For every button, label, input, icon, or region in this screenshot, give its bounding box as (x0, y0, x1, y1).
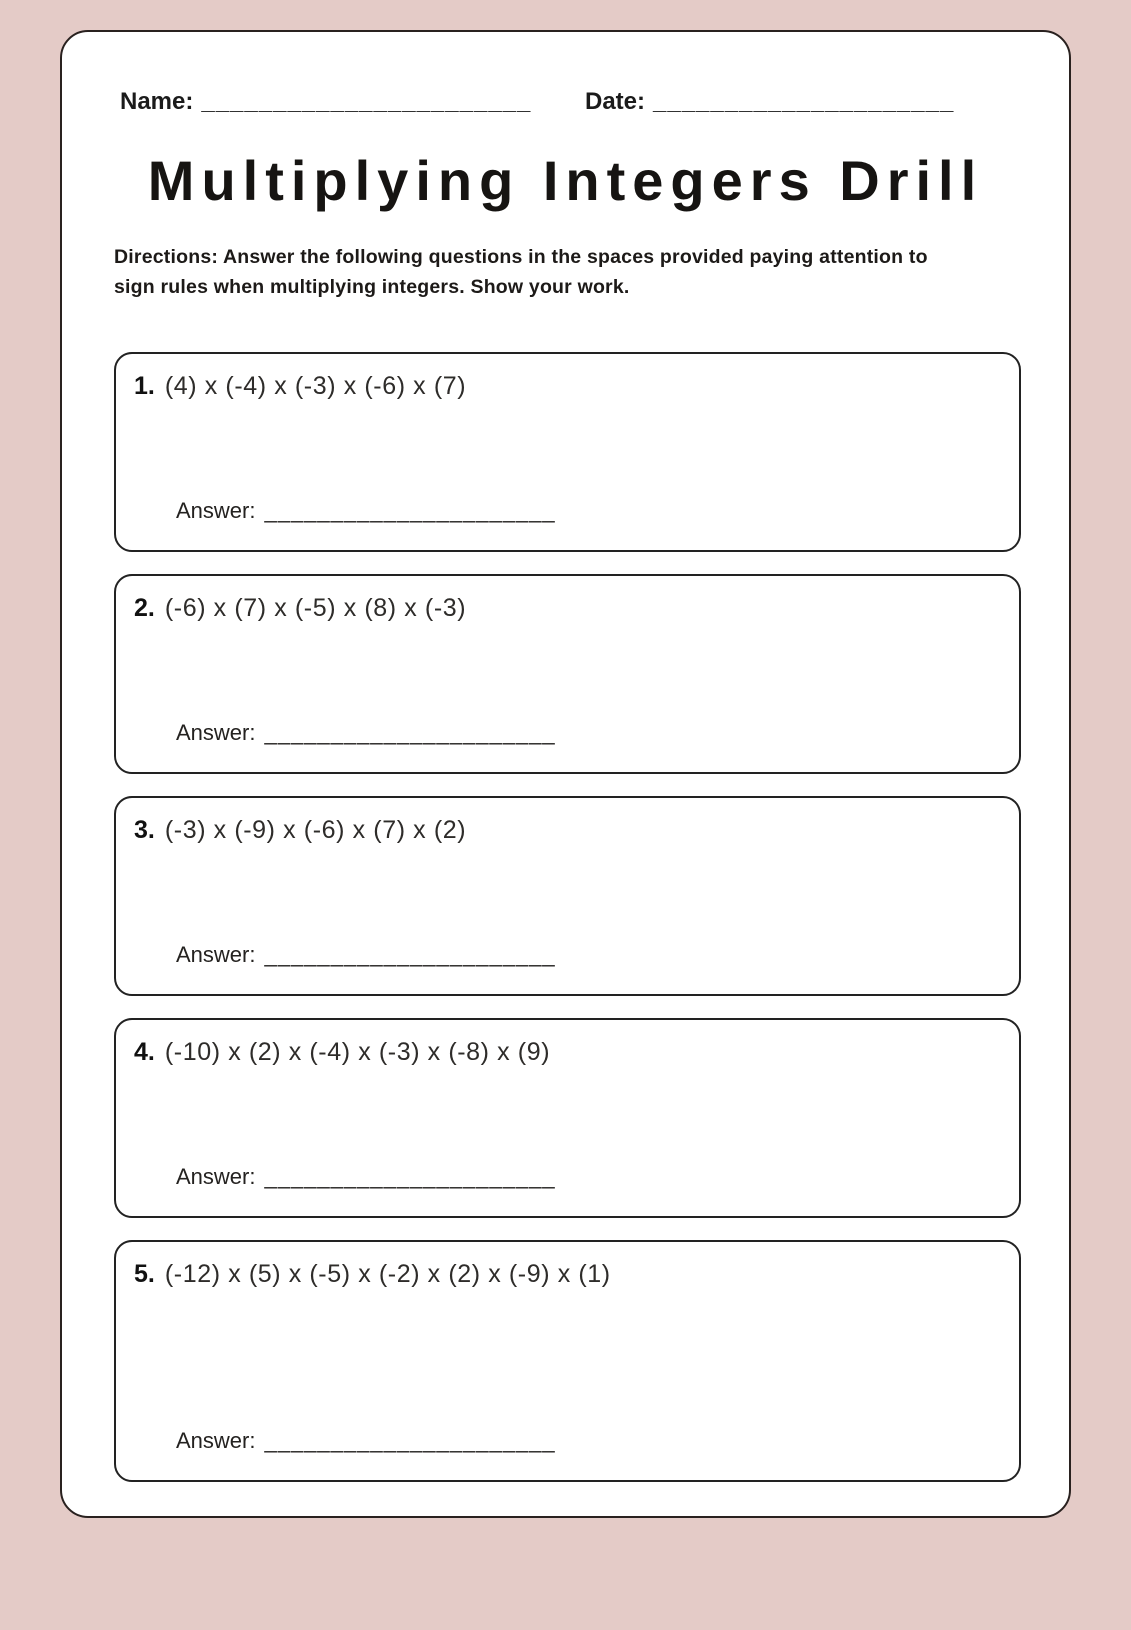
question-1-expression: (4) x (-4) x (-3) x (-6) x (7) (164, 372, 467, 401)
question-2-answer-row (176, 720, 556, 746)
question-4-expression: (-10) x (2) x (-4) x (-3) x (-8) x (9) (164, 1038, 551, 1067)
question-3-expression: (-3) x (-9) x (-6) x (7) x (2) (164, 816, 467, 845)
question-box-4 (114, 1018, 1021, 1218)
question-2-number: 2. (134, 594, 155, 623)
name-date-row (114, 87, 1017, 116)
date-blank-line[interactable]: _____________________ (653, 88, 955, 115)
question-3-answer-blank[interactable]: ______________________ (264, 942, 556, 968)
question-1-answer-row (176, 498, 556, 524)
question-box-3 (114, 796, 1021, 996)
question-1-number: 1. (134, 372, 155, 401)
question-3-line (134, 814, 999, 847)
date-label: Date: (585, 88, 646, 115)
question-box-2 (114, 574, 1021, 774)
question-2-expression: (-6) x (7) x (-5) x (8) x (-3) (164, 594, 467, 623)
name-label: Name: (120, 88, 194, 115)
directions-text: Directions: Answer the following questions in the spaces provided paying attention to sign rules when multiplying integers. Show your work. (114, 245, 928, 298)
answer-label: Answer: (176, 720, 256, 746)
question-5-expression: (-12) x (5) x (-5) x (-2) x (2) x (-9) x (1) (164, 1260, 611, 1289)
question-2-answer-blank[interactable]: ______________________ (264, 720, 556, 746)
question-1-line (134, 370, 999, 403)
question-4-number: 4. (134, 1038, 155, 1067)
question-5-answer-row (176, 1428, 556, 1454)
question-4-answer-blank[interactable]: ______________________ (264, 1164, 556, 1190)
question-4-answer-row (176, 1164, 556, 1190)
question-1-answer-blank[interactable]: ______________________ (264, 498, 556, 524)
question-5-answer-blank[interactable]: ______________________ (264, 1428, 556, 1454)
question-4-line (134, 1036, 999, 1069)
page-title: Multiplying Integers Drill (147, 149, 984, 212)
question-2-line (134, 592, 999, 625)
name-field (120, 87, 585, 116)
question-box-5 (114, 1240, 1021, 1482)
question-3-number: 3. (134, 816, 155, 845)
question-5-number: 5. (134, 1260, 155, 1289)
worksheet-card (60, 30, 1071, 1518)
question-box-1 (114, 352, 1021, 552)
question-5-line (134, 1258, 999, 1291)
question-3-answer-row (176, 942, 556, 968)
answer-label: Answer: (176, 1428, 256, 1454)
name-blank-line[interactable]: _______________________ (201, 88, 532, 115)
date-field (585, 87, 954, 116)
answer-label: Answer: (176, 942, 256, 968)
answer-label: Answer: (176, 1164, 256, 1190)
answer-label: Answer: (176, 498, 256, 524)
